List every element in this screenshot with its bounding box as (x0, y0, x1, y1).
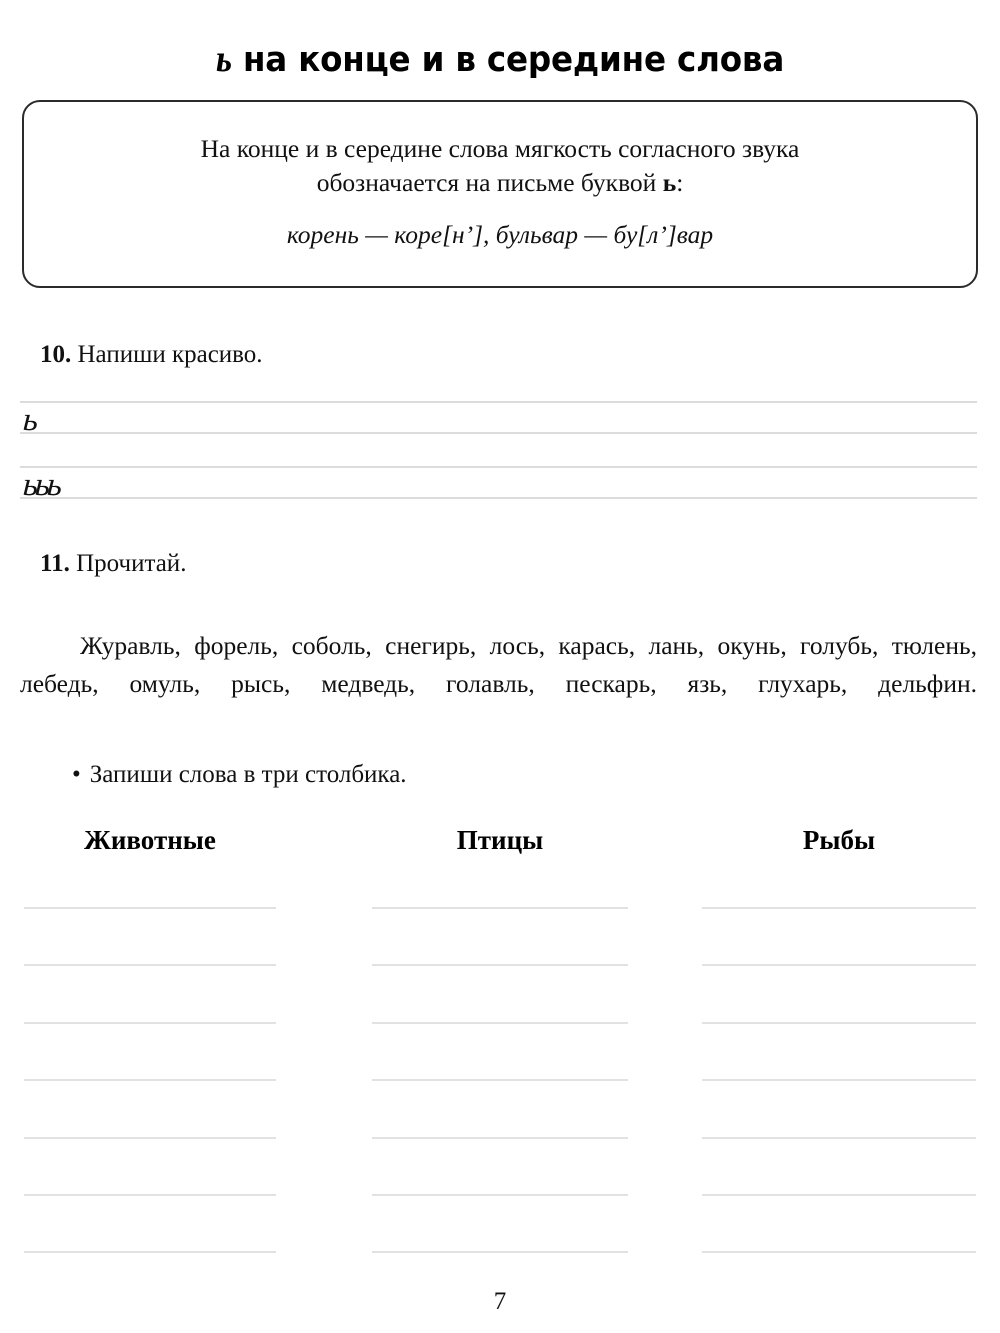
column-title-fish: Рыбы (802, 825, 876, 855)
rule-line-2-after: : (676, 168, 684, 197)
exercise-10-instruction: Напиши красиво. (77, 341, 263, 368)
column-title-birds: Птицы (456, 825, 544, 855)
write-line[interactable] (372, 966, 628, 1023)
write-line[interactable] (702, 1196, 976, 1253)
word-list: Журавль, форель, соболь, снегирь, лось, карась, лань, окунь, голубь, тюлень, лебедь, омуль, рысь, медведь, голавль, пескарь, язь, глухарь, дельфин. (20, 630, 977, 698)
column-lines-animals[interactable] (24, 906, 276, 1253)
write-line[interactable] (24, 1024, 276, 1081)
column-lines-birds[interactable] (372, 906, 628, 1253)
handwriting-practice-row[interactable] (20, 466, 977, 503)
rule-example: корень — коре[н’], бульвар — бу[л’]вар (286, 220, 714, 249)
rule-box (22, 100, 978, 288)
write-line[interactable] (702, 966, 976, 1023)
exercise-10-number: 10. (40, 341, 72, 368)
handwriting-sample-triple: ььь (21, 467, 61, 503)
write-line[interactable] (24, 1196, 276, 1253)
write-line[interactable] (372, 1139, 628, 1196)
title-soft-sign-glyph: ь (215, 38, 232, 81)
rule-text (64, 132, 936, 200)
exercise-11-instruction: Прочитай. (76, 550, 187, 577)
write-line[interactable] (24, 966, 276, 1023)
write-line[interactable] (24, 909, 276, 966)
write-line[interactable] (372, 909, 628, 966)
handwriting-sample-single: ь (21, 402, 37, 438)
write-line[interactable] (372, 1081, 628, 1138)
column-lines-fish[interactable] (702, 906, 976, 1253)
write-line[interactable] (702, 1139, 976, 1196)
handwriting-practice-row[interactable] (20, 401, 977, 438)
write-line[interactable] (24, 1081, 276, 1138)
exercise-11-heading (40, 549, 186, 579)
write-line[interactable] (372, 1196, 628, 1253)
exercise-10-heading (40, 340, 263, 370)
page-number: 7 (493, 1288, 507, 1315)
title-text: на конце и в середине слова (231, 40, 785, 81)
rule-line-2-bold-letter: ь (662, 168, 677, 197)
exercise-11-number: 11. (40, 550, 70, 577)
rule-line-2-before: обозначается на письме буквой (316, 168, 663, 197)
answer-columns (0, 824, 1000, 1274)
write-line[interactable] (702, 909, 976, 966)
write-line[interactable] (24, 1139, 276, 1196)
bullet-task-text: Запиши слова в три столбика. (89, 761, 407, 788)
column-title-animals: Животные (84, 825, 216, 855)
write-line[interactable] (702, 1024, 976, 1081)
page-title (35, 37, 965, 81)
rule-line-1: На конце и в середине слова мягкость согласного звука (200, 134, 800, 163)
write-line[interactable] (372, 1024, 628, 1081)
bullet-icon: • (72, 761, 81, 788)
write-line[interactable] (702, 1081, 976, 1138)
bullet-task (72, 760, 407, 790)
